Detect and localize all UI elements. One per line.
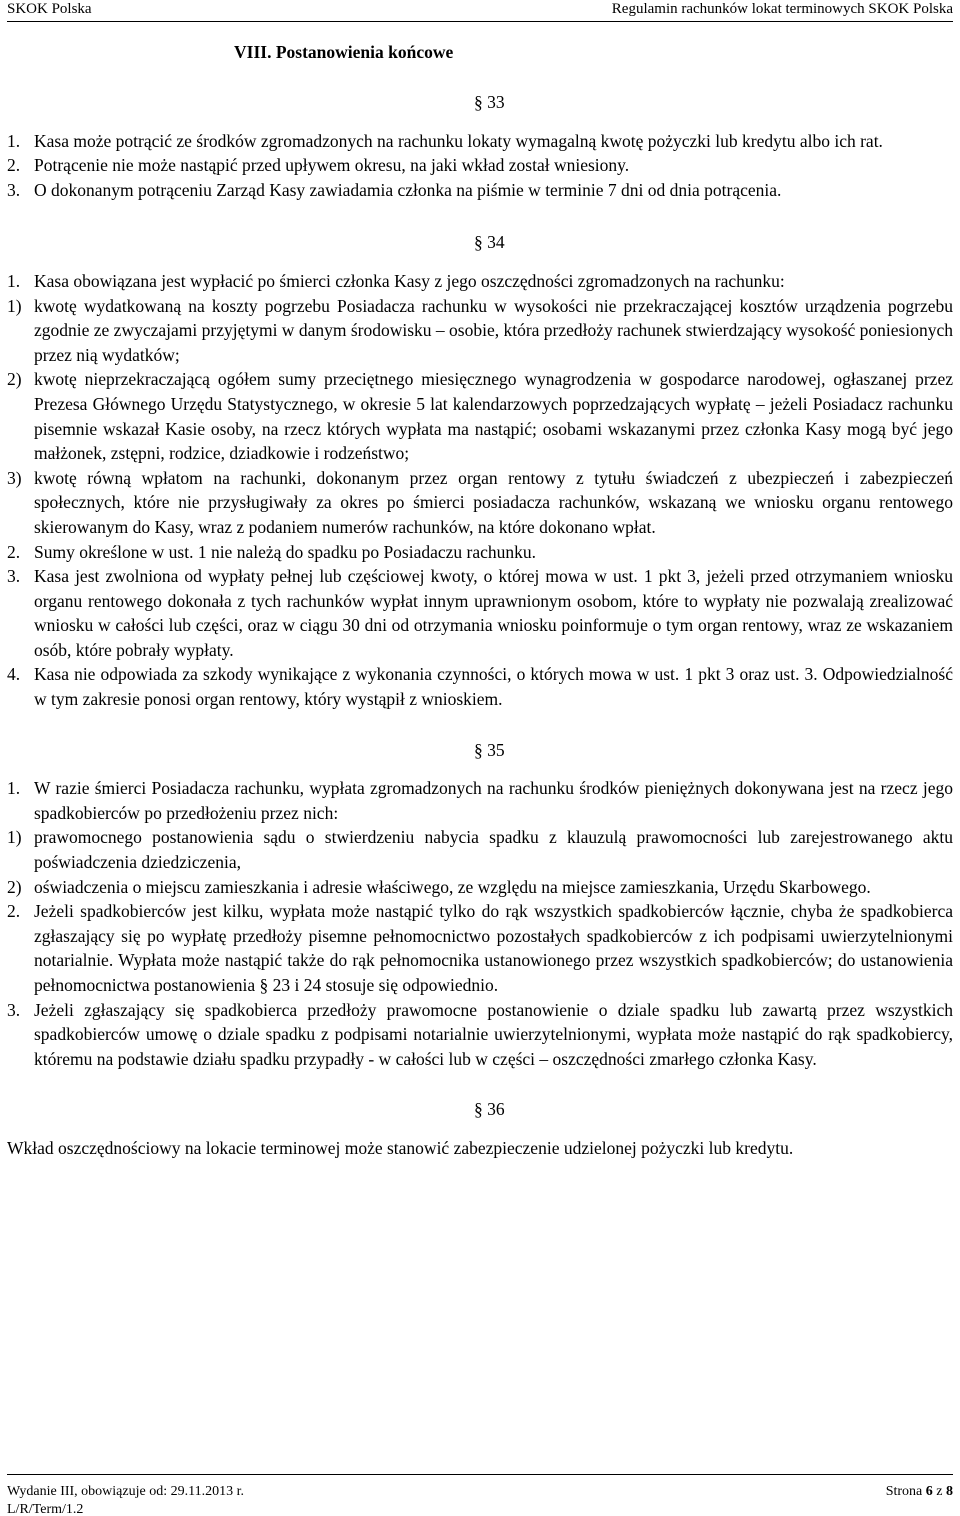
- paragraph-number: 2.: [7, 541, 21, 562]
- s35-paragraph-3: [7, 998, 953, 1072]
- paragraph-text: Kasa nie odpowiada za szkody wynikające z wykonania czynności, o których mowa w ust. 1 pkt 3 oraz ust. 3. Odpowiedzialność w tym zakresie ponosi organ rentowy, który wystąpił z wnioskiem.: [34, 664, 953, 710]
- page-label: Strona: [885, 1484, 923, 1499]
- paragraph-text: W razie śmierci Posiadacza rachunku, wypłata zgromadzonych na rachunku środków pieniężnych dokonywana jest na rzecz jego spadkobierców po przedłożeniu przez nich:: [34, 778, 953, 823]
- item-number: 3): [7, 467, 22, 488]
- s34-item-1: [7, 294, 953, 368]
- item-text: oświadczenia o miejscu zamieszkania i adresie właściwego, ze względu na miejsce zamieszkania, Urzędu Skarbowego.: [34, 876, 871, 897]
- s34-paragraph-1: [7, 269, 953, 294]
- paragraph-text: O dokonanym potrąceniu Zarząd Kasy zawiadamia członka na piśmie w terminie 7 dni od dnia potrącenia.: [34, 179, 782, 200]
- page-separator: z: [936, 1484, 943, 1499]
- item-text: prawomocnego postanowienia sądu o stwierdzeniu nabycia spadku z klauzulą prawomocności lub zarejestrowanego aktu poświadczenia dziedziczenia,: [34, 827, 953, 873]
- s34-item-2: [7, 367, 953, 465]
- s34-paragraph-4: [7, 662, 953, 711]
- paragraph-number: 1.: [7, 270, 21, 291]
- section-35-title: § 35: [474, 739, 505, 760]
- document-body: [7, 40, 953, 1161]
- paragraph-number: 1.: [7, 778, 21, 799]
- section-34-title: § 34: [474, 232, 505, 253]
- section-33-title: § 33: [474, 92, 505, 112]
- paragraph-number: 2.: [7, 155, 21, 176]
- paragraph-text: Kasa obowiązana jest wypłacić po śmierci członka Kasy z jego oszczędności zgromadzonych na rachunku:: [34, 270, 785, 291]
- paragraph-number: 3.: [7, 566, 21, 587]
- s36-paragraph: Wkład oszczędnościowy na lokacie terminowej może stanowić zabezpieczenie udzielonej pożyczki lub kredytu.: [7, 1137, 794, 1158]
- paragraph-text: Potrącenie nie może nastąpić przed upływem okresu, na jaki wkład został wniesiony.: [34, 155, 630, 176]
- paragraph-number: 4.: [7, 664, 21, 685]
- paragraph-text: Jeżeli zgłaszający się spadkobierca przedłoży prawomocne postanowienie o dziale spadku lub zawartą przez wszystkich spadkobierców umowę o dziale spadku z podpisami notarialnie uwierzytelnionymi, wypłata może nastąpić do rąk spadkobiercy, któremu na podstawie działu spadku przypadły - w całości lub w części – oszczędności zmarłego członka Kasy.: [34, 999, 953, 1069]
- header-document-title: Regulamin rachunków lokat terminowych SKOK Polska: [611, 1, 953, 17]
- page-total: 8: [946, 1484, 953, 1499]
- paragraph-number: 1.: [7, 130, 21, 151]
- page-header: [7, 0, 953, 22]
- paragraph-number: 3.: [7, 999, 21, 1020]
- paragraph-text: Jeżeli spadkobierców jest kilku, wypłata może nastąpić tylko do rąk wszystkich spadkobierców łącznie, chyba że spadkobierca zgłaszający się po wypłatę przedłoży pisemne pełnomocnictwo pozostałych spadkobierców z ich podpisami uwierzytelnionymi notarialnie. Wypłata może nastąpić także do rąk pełnomocnika ustanowionego przez wszystkich spadkobierców; do ustanowienia pełnomocnictwa postanowienia § 23 i 24 stosuje się odpowiednio.: [34, 901, 953, 995]
- header-org-name: SKOK Polska: [7, 1, 92, 17]
- item-text: kwotę równą wpłatom na rachunki, dokonanym przez organ rentowy z tytułu świadczeń z ubezpieczeń i zabezpieczeń społecznych, które nie przysługiwały za okres po śmierci posiadacza rachunków, wskazaną we wniosku organu rentowego skierowanym do Kasy, wraz z podaniem numerów rachunków, na które dokonano wpłat.: [34, 467, 953, 537]
- s35-item-1: [7, 825, 953, 874]
- paragraph-number: 2.: [7, 901, 21, 922]
- item-number: 2): [7, 876, 22, 897]
- item-text: kwotę wydatkowaną na koszty pogrzebu Posiadacza rachunku w wysokości nie przekraczającej kosztów urządzenia pogrzebu zgodnie ze zwyczajami przyjętymi w danym środowisku – osobie, która przedłoży rachunek stwierdzający wysokość poniesionych przez nią wydatków;: [34, 295, 953, 365]
- paragraph-text: Kasa jest zwolniona od wypłaty pełnej lub częściowej kwoty, o której mowa w ust. 1 pkt 3, jeżeli przed otrzymaniem wniosku organu rentowego dokonała z tych rachunków wypłat innym uprawnionym osobom, które to wypłaty nie pozwalają zrealizować wniosku w całości lub części, oraz w ciągu 30 dni od otrzymania wniosku poinformuje o tym organ rentowy, wraz ze wskazaniem osób, które pobrały wypłaty.: [34, 566, 953, 660]
- page-current: 6: [925, 1484, 933, 1499]
- s35-paragraph-2: [7, 899, 953, 997]
- paragraph-text: Sumy określone w ust. 1 nie należą do spadku po Posiadaczu rachunku.: [34, 541, 537, 562]
- item-number: 2): [7, 369, 22, 390]
- s34-item-3: [7, 466, 953, 540]
- paragraph-text: Kasa może potrącić ze środków zgromadzonych na rachunku lokaty wymagalną kwotę pożyczki lub kredytu albo ich rat.: [34, 130, 883, 151]
- s35-item-2: [7, 875, 953, 900]
- s34-paragraph-2: [7, 540, 953, 565]
- paragraph-number: 3.: [7, 179, 21, 200]
- s34-paragraph-3: [7, 564, 953, 662]
- s33-paragraph-1: [7, 129, 953, 154]
- item-number: 1): [7, 295, 22, 316]
- section-36-title: § 36: [474, 1099, 505, 1120]
- item-number: 1): [7, 827, 22, 848]
- footer-document-code: L/R/Term/1.2: [7, 1502, 84, 1516]
- s33-paragraph-2: [7, 153, 953, 178]
- item-text: kwotę nieprzekraczającą ogółem sumy przeciętnego miesięcznego wynagrodzenia w gospodarce narodowej, ogłaszanej przez Prezesa Głównego Urzędu Statystycznego, w okresie 5 lat kalendarzowych poprzedzających wypłatę – jeżeli Posiadacz rachunku pisemnie wskazał Kasie osoby, na rzecz których wypłata ma nastąpić; osobami wskazanymi przez członka Kasy mogą być jego małżonek, zstępni, rodzice, dziadkowie i rodzeństwo;: [34, 369, 953, 464]
- footer-page-number: [886, 1483, 953, 1501]
- page-footer: [7, 1474, 953, 1516]
- chapter-title: VIII. Postanowienia końcowe: [234, 42, 454, 62]
- s35-paragraph-1: [7, 776, 953, 825]
- s33-paragraph-3: [7, 178, 953, 203]
- footer-edition: Wydanie III, obowiązuje od: 29.11.2013 r.: [7, 1484, 244, 1499]
